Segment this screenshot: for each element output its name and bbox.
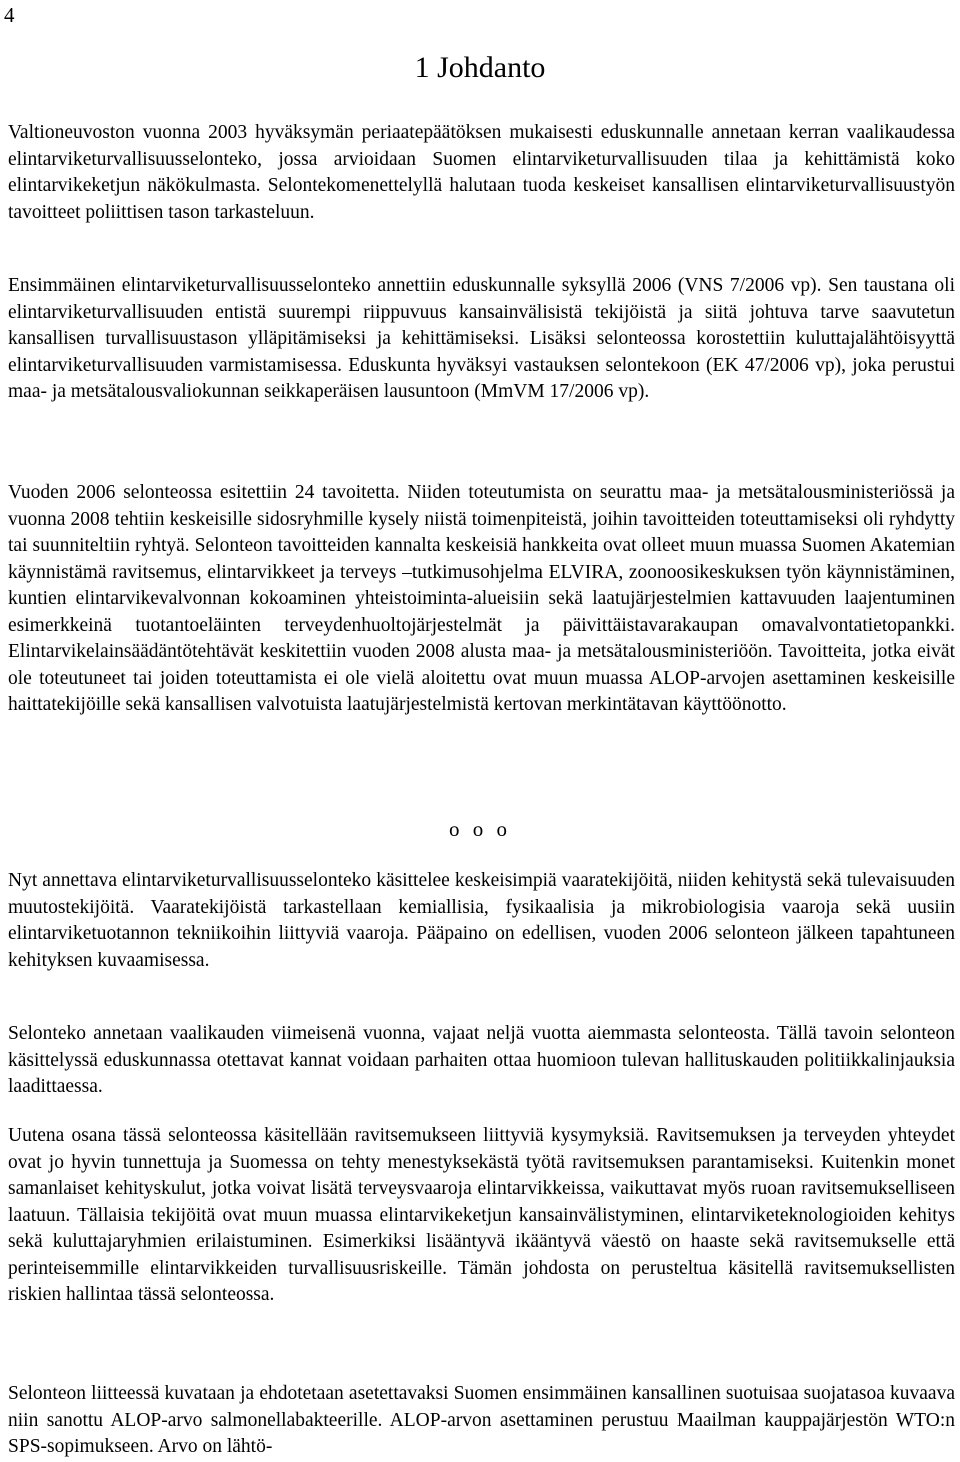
section-separator: o o o [449,817,511,841]
paragraph-2: Ensimmäinen elintarviketurvallisuusselonteko annettiin eduskunnalle syksyllä 2006 (VNS 7/2006 vp). Sen taustana oli elintarviketurvallisuuden entistä suurempi riippuvuus kansainvälisistä tekijöistä ja siitä johtuva tarve saavutetun kansallisen turvallisuustason ylläpitämiseksi ja kehittämiseksi. Lisäksi selonteossa korostettiin kuluttajalähtöisyyttä elintarviketurvallisuuden varmistamisessa. Eduskunta hyväksyi vastauksen selontekoon (EK 47/2006 vp), joka perustui maa- ja metsätalousvaliokunnan seikkaperäisen lausuntoon (MmVM 17/2006 vp). [8,275,955,402]
paragraph-1: Valtioneuvoston vuonna 2003 hyväksymän periaatepäätöksen mukaisesti eduskunnalle annetaan kerran vaalikaudessa elintarviketurvallisuusselonteko, jossa arvioidaan Suomen elintarviketurvallisuuden tilaa ja kehittämistä koko elintarvikeketjun näkökulmasta. Selontekomenettelyllä halutaan tuoda keskeiset kansallisen elintarviketurvallisuustyön tavoitteet poliittisen tason tarkasteluun. [8,122,955,223]
chapter-title: 1 Johdanto [414,51,546,84]
paragraph-3: Vuoden 2006 selonteossa esitettiin 24 tavoitetta. Niiden toteutumista on seurattu maa- ja metsätalousministeriössä ja vuonna 2008 tehtiin keskeisille sidosryhmille kysely niistä toimenpiteistä, joihin tavoitteiden toteuttamiseksi oli ryhdytty tai suunniteltiin ryhtyä. Selonteon tavoitteiden kannalta keskeisiä hankkeita ovat olleet muun muassa Suomen Akatemian käynnistämä ravitsemus, elintarvikkeet ja terveys –tutkimusohjelma ELVIRA, zoonoosikeskuksen työn käynnistäminen, kuntien elintarvikevalvonnan kokoaminen yhteistoiminta-alueisiin sekä laatujärjestelmien kattavuuden laajentuminen esimerkkeinä tuotantoeläinten terveydenhuoltojärjestelmät ja päivittäistavarakaupan omavalvontatietopankki. Elintarvikelainsäädäntötehtävät keskitettiin vuoden 2008 alusta maa- ja metsätalousministeriöön. Tavoitteita, jotka eivät ole toteutuneet tai joiden toteuttamista ei ole vielä aloitettu ovat muun muassa ALOP-arvojen asettaminen keskeisille haittatekijöille sekä kansallisen valvotuista laatujärjestelmistä kertovan merkintätavan käyttöönotto. [8,482,955,715]
paragraph-4: Nyt annettava elintarviketurvallisuusselonteko käsittelee keskeisimpiä vaaratekijöitä, niiden kehitystä sekä tulevaisuuden muutostekijöitä. Vaaratekijöistä tarkastellaan kemiallisia, fysikaalisia ja mikrobiologisia vaaroja sekä uusiin elintarviketuotannon tekniikoihin liittyviä vaaroja. Pääpaino on edellisen, vuoden 2006 selonteon jälkeen tapahtuneen kehityksen kuvaamisessa. [8,870,955,971]
paragraph-6: Uutena osana tässä selonteossa käsitellään ravitsemukseen liittyviä kysymyksiä. Ravitsemuksen ja terveyden yhteydet ovat jo hyvin tunnettuja ja Suomessa on tehty menestyksekästä työtä ravitsemuksen parantamiseksi. Kuitenkin monet samanlaiset kehityskulut, jotka voivat lisätä terveysvaaroja elintarvikkeissa, vaikuttavat myös ruoan ravitsemukselliseen laatuun. Tällaisia tekijöitä ovat muun muassa elintarvikeketjun kansainvälistyminen, elintarviketeknologioiden kehitys sekä kuluttajaryhmien erilaistuminen. Esimerkiksi lisääntyvä ikääntyvä väestö on haaste sekä ravitsemukselle että perinteisemmille elintarvikkeiden turvallisuusriskeille. Tämän johdosta on perusteltua käsitellä ravitsemuksellisten riskien hallintaa tässä selonteossa. [8,1125,955,1305]
page-number: 4 [4,3,15,27]
paragraph-7: Selonteon liitteessä kuvataan ja ehdotetaan asetettavaksi Suomen ensimmäinen kansallinen suotuisaa suojatasoa kuvaava niin sanottu ALOP-arvo salmonellabakteerille. ALOP-arvon asettaminen perustuu Maailman kauppajärjestön WTO:n SPS-sopimukseen. Arvo on lähtö- [8,1383,955,1457]
paragraph-5: Selonteko annetaan vaalikauden viimeisenä vuonna, vajaat neljä vuotta aiemmasta selonteosta. Tällä tavoin selonteon käsittelyssä eduskunnassa otettavat kannat voidaan parhaiten ottaa huomioon tulevan hallituskauden politiikkalinjauksia laadittaessa. [8,1023,955,1097]
